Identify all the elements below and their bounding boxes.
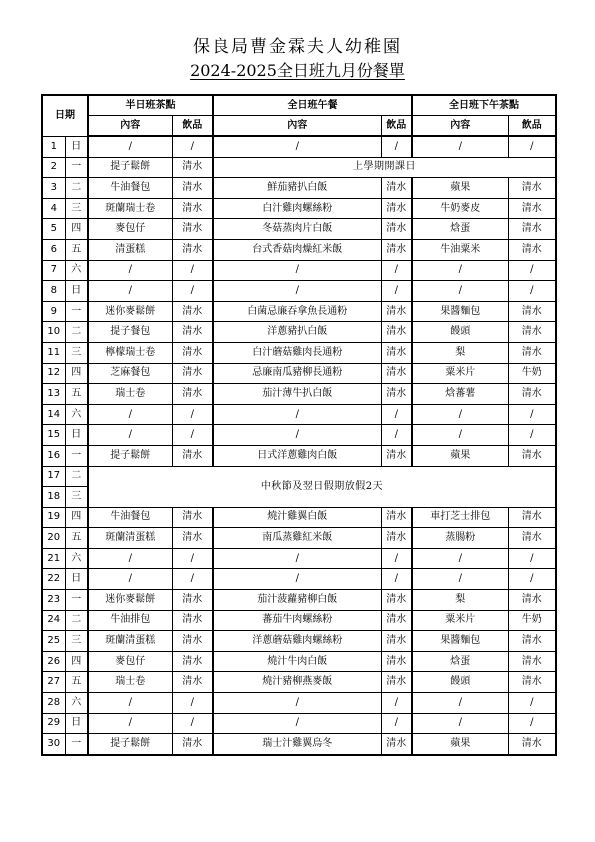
day-number: 20 bbox=[42, 528, 65, 549]
half-day-snack: 牛油餐包 bbox=[88, 178, 172, 199]
half-day-snack: / bbox=[88, 713, 172, 734]
weekday: 六 bbox=[65, 404, 88, 425]
lunch-item: / bbox=[213, 404, 381, 425]
table-row bbox=[42, 693, 556, 714]
header-date: 日期 bbox=[42, 95, 88, 136]
half-day-snack: / bbox=[88, 281, 172, 302]
lunch-item: 白汁雞肉螺絲粉 bbox=[213, 198, 381, 219]
lunch-drink: 清水 bbox=[381, 610, 412, 631]
half-day-snack: 瑞士卷 bbox=[88, 384, 172, 405]
half-day-snack: / bbox=[88, 425, 172, 446]
lunch-item: 蕃茄牛肉螺絲粉 bbox=[213, 610, 381, 631]
half-day-drink: 清水 bbox=[172, 301, 213, 322]
menu-table bbox=[41, 94, 557, 756]
lunch-item: 燒汁牛肉白飯 bbox=[213, 651, 381, 672]
weekday: 六 bbox=[65, 548, 88, 569]
half-day-snack: 斑蘭瑞士卷 bbox=[88, 198, 172, 219]
table-row bbox=[42, 507, 556, 528]
afternoon-snack: / bbox=[412, 693, 508, 714]
half-day-drink: 清水 bbox=[172, 342, 213, 363]
day-number: 16 bbox=[42, 445, 65, 466]
weekday: 日 bbox=[65, 281, 88, 302]
afternoon-drink: 清水 bbox=[508, 384, 556, 405]
afternoon-drink: 清水 bbox=[508, 528, 556, 549]
lunch-drink: 清水 bbox=[381, 384, 412, 405]
half-day-snack: 芝麻餐包 bbox=[88, 363, 172, 384]
weekday: 日 bbox=[65, 136, 88, 157]
lunch-drink: 清水 bbox=[381, 239, 412, 260]
weekday: 六 bbox=[65, 260, 88, 281]
table-row bbox=[42, 404, 556, 425]
lunch-drink: / bbox=[381, 548, 412, 569]
weekday: 二 bbox=[65, 322, 88, 343]
afternoon-drink: / bbox=[508, 693, 556, 714]
afternoon-snack: / bbox=[412, 548, 508, 569]
lunch-drink: 清水 bbox=[381, 445, 412, 466]
afternoon-snack: / bbox=[412, 425, 508, 446]
lunch-drink: / bbox=[381, 693, 412, 714]
afternoon-drink: 清水 bbox=[508, 239, 556, 260]
table-row bbox=[42, 713, 556, 734]
table-row bbox=[42, 651, 556, 672]
header-row-sub bbox=[42, 116, 556, 137]
weekday: 四 bbox=[65, 651, 88, 672]
lunch-item: / bbox=[213, 693, 381, 714]
day-number: 7 bbox=[42, 260, 65, 281]
half-day-snack: 檸檬瑞士卷 bbox=[88, 342, 172, 363]
lunch-drink: 清水 bbox=[381, 322, 412, 343]
weekday: 六 bbox=[65, 693, 88, 714]
day-number: 8 bbox=[42, 281, 65, 302]
lunch-drink: 清水 bbox=[381, 342, 412, 363]
lunch-drink: 清水 bbox=[381, 301, 412, 322]
lunch-item: / bbox=[213, 548, 381, 569]
half-day-snack: 斑蘭清蛋糕 bbox=[88, 528, 172, 549]
weekday: 日 bbox=[65, 569, 88, 590]
half-day-snack: 麥包仔 bbox=[88, 219, 172, 240]
day-number: 11 bbox=[42, 342, 65, 363]
half-day-snack: / bbox=[88, 693, 172, 714]
afternoon-drink: / bbox=[508, 713, 556, 734]
table-row bbox=[42, 136, 556, 157]
half-day-snack: 提子鬆餅 bbox=[88, 157, 172, 178]
afternoon-snack: / bbox=[412, 136, 508, 157]
half-day-drink: / bbox=[172, 713, 213, 734]
lunch-drink: 清水 bbox=[381, 651, 412, 672]
day-number: 24 bbox=[42, 610, 65, 631]
header-full-day-lunch: 全日班午餐 bbox=[213, 95, 412, 116]
half-day-drink: / bbox=[172, 693, 213, 714]
half-day-snack: 清蛋糕 bbox=[88, 239, 172, 260]
afternoon-snack: 果醬麵包 bbox=[412, 631, 508, 652]
header-content-2: 內容 bbox=[213, 116, 381, 137]
afternoon-snack: 梨 bbox=[412, 590, 508, 611]
weekday: 一 bbox=[65, 734, 88, 755]
weekday: 一 bbox=[65, 590, 88, 611]
day-number: 15 bbox=[42, 425, 65, 446]
table-row bbox=[42, 466, 556, 487]
lunch-item: / bbox=[213, 281, 381, 302]
holiday-notice: 中秋節及翌日假期放假2天 bbox=[88, 466, 556, 507]
half-day-drink: 清水 bbox=[172, 590, 213, 611]
weekday: 四 bbox=[65, 363, 88, 384]
afternoon-snack: 饅頭 bbox=[412, 672, 508, 693]
table-row bbox=[42, 590, 556, 611]
day-number: 30 bbox=[42, 734, 65, 755]
header-drink-2: 飲品 bbox=[381, 116, 412, 137]
half-day-drink: 清水 bbox=[172, 445, 213, 466]
afternoon-snack: / bbox=[412, 569, 508, 590]
table-row bbox=[42, 631, 556, 652]
table-row bbox=[42, 528, 556, 549]
weekday: 二 bbox=[65, 178, 88, 199]
day-number: 22 bbox=[42, 569, 65, 590]
afternoon-drink: / bbox=[508, 281, 556, 302]
header-content-3: 內容 bbox=[412, 116, 508, 137]
half-day-drink: / bbox=[172, 404, 213, 425]
lunch-item: 南瓜蒸雞紅米飯 bbox=[213, 528, 381, 549]
half-day-snack: 麥包仔 bbox=[88, 651, 172, 672]
afternoon-snack: 粟米片 bbox=[412, 610, 508, 631]
weekday: 四 bbox=[65, 219, 88, 240]
half-day-snack: / bbox=[88, 548, 172, 569]
day-number: 9 bbox=[42, 301, 65, 322]
menu-title bbox=[0, 58, 595, 81]
header-drink-3: 飲品 bbox=[508, 116, 556, 137]
half-day-snack: / bbox=[88, 404, 172, 425]
lunch-item: 忌廉南瓜豬柳長通粉 bbox=[213, 363, 381, 384]
afternoon-drink: 清水 bbox=[508, 178, 556, 199]
lunch-drink: / bbox=[381, 281, 412, 302]
day-number: 17 bbox=[42, 466, 65, 487]
half-day-drink: 清水 bbox=[172, 178, 213, 199]
lunch-item: 白汁蘑菇雞肉長通粉 bbox=[213, 342, 381, 363]
lunch-item: 冬菇蒸肉片白飯 bbox=[213, 219, 381, 240]
afternoon-drink: 牛奶 bbox=[508, 363, 556, 384]
day-number: 3 bbox=[42, 178, 65, 199]
half-day-snack: 迷你麥鬆餅 bbox=[88, 301, 172, 322]
table-row bbox=[42, 322, 556, 343]
lunch-item: / bbox=[213, 136, 381, 157]
weekday: 三 bbox=[65, 342, 88, 363]
lunch-drink: 清水 bbox=[381, 631, 412, 652]
afternoon-drink: / bbox=[508, 260, 556, 281]
table-row bbox=[42, 610, 556, 631]
lunch-drink: 清水 bbox=[381, 178, 412, 199]
weekday: 一 bbox=[65, 445, 88, 466]
lunch-drink: / bbox=[381, 260, 412, 281]
lunch-drink: 清水 bbox=[381, 590, 412, 611]
afternoon-drink: / bbox=[508, 404, 556, 425]
day-number: 29 bbox=[42, 713, 65, 734]
day-number: 18 bbox=[42, 487, 65, 508]
half-day-drink: / bbox=[172, 260, 213, 281]
half-day-snack: 提子鬆餅 bbox=[88, 445, 172, 466]
weekday: 五 bbox=[65, 239, 88, 260]
weekday: 五 bbox=[65, 672, 88, 693]
afternoon-drink: 清水 bbox=[508, 651, 556, 672]
half-day-snack: 提子鬆餅 bbox=[88, 734, 172, 755]
afternoon-snack: / bbox=[412, 281, 508, 302]
lunch-drink: / bbox=[381, 425, 412, 446]
half-day-drink: 清水 bbox=[172, 528, 213, 549]
lunch-item: 瑞士汁雞翼烏冬 bbox=[213, 734, 381, 755]
day-number: 4 bbox=[42, 198, 65, 219]
lunch-drink: / bbox=[381, 569, 412, 590]
table-row bbox=[42, 281, 556, 302]
table-row bbox=[42, 734, 556, 755]
day-number: 21 bbox=[42, 548, 65, 569]
table-row bbox=[42, 569, 556, 590]
lunch-drink: 清水 bbox=[381, 528, 412, 549]
lunch-drink: / bbox=[381, 136, 412, 157]
full-day-notice: 上學期開課日 bbox=[213, 157, 556, 178]
day-number: 12 bbox=[42, 363, 65, 384]
afternoon-snack: 車打芝士排包 bbox=[412, 507, 508, 528]
lunch-drink: 清水 bbox=[381, 363, 412, 384]
afternoon-drink: / bbox=[508, 548, 556, 569]
afternoon-drink: 清水 bbox=[508, 631, 556, 652]
lunch-item: 燒汁雞翼白飯 bbox=[213, 507, 381, 528]
lunch-item: 燒汁豬柳燕麥飯 bbox=[213, 672, 381, 693]
half-day-snack: 牛油餐包 bbox=[88, 507, 172, 528]
afternoon-snack: 果醬麵包 bbox=[412, 301, 508, 322]
lunch-drink: 清水 bbox=[381, 507, 412, 528]
half-day-drink: 清水 bbox=[172, 219, 213, 240]
half-day-drink: / bbox=[172, 548, 213, 569]
half-day-drink: 清水 bbox=[172, 507, 213, 528]
afternoon-snack: 蒸腸粉 bbox=[412, 528, 508, 549]
table-row bbox=[42, 301, 556, 322]
afternoon-snack: 蘋果 bbox=[412, 734, 508, 755]
table-row bbox=[42, 445, 556, 466]
afternoon-drink: 清水 bbox=[508, 590, 556, 611]
day-number: 5 bbox=[42, 219, 65, 240]
table-row bbox=[42, 157, 556, 178]
afternoon-snack: 蘋果 bbox=[412, 178, 508, 199]
weekday: 三 bbox=[65, 631, 88, 652]
table-row bbox=[42, 425, 556, 446]
weekday: 五 bbox=[65, 384, 88, 405]
half-day-drink: / bbox=[172, 425, 213, 446]
day-number: 1 bbox=[42, 136, 65, 157]
weekday: 五 bbox=[65, 528, 88, 549]
afternoon-drink: 清水 bbox=[508, 301, 556, 322]
lunch-drink: 清水 bbox=[381, 672, 412, 693]
weekday: 日 bbox=[65, 713, 88, 734]
afternoon-drink: 牛奶 bbox=[508, 610, 556, 631]
half-day-snack: 迷你麥鬆餅 bbox=[88, 590, 172, 611]
half-day-drink: 清水 bbox=[172, 239, 213, 260]
lunch-item: / bbox=[213, 713, 381, 734]
afternoon-snack: 蘋果 bbox=[412, 445, 508, 466]
menu-table-body bbox=[42, 95, 556, 755]
half-day-drink: 清水 bbox=[172, 651, 213, 672]
table-row bbox=[42, 384, 556, 405]
afternoon-drink: 清水 bbox=[508, 198, 556, 219]
lunch-item: 日式洋蔥雞肉白飯 bbox=[213, 445, 381, 466]
afternoon-snack: 焓蛋 bbox=[412, 219, 508, 240]
afternoon-snack: 牛油粟米 bbox=[412, 239, 508, 260]
afternoon-snack: / bbox=[412, 713, 508, 734]
lunch-drink: / bbox=[381, 404, 412, 425]
lunch-item: / bbox=[213, 260, 381, 281]
half-day-drink: / bbox=[172, 281, 213, 302]
half-day-drink: 清水 bbox=[172, 157, 213, 178]
afternoon-drink: 清水 bbox=[508, 445, 556, 466]
afternoon-drink: / bbox=[508, 136, 556, 157]
header-half-day-snack: 半日班茶點 bbox=[88, 95, 213, 116]
half-day-drink: 清水 bbox=[172, 610, 213, 631]
half-day-drink: 清水 bbox=[172, 631, 213, 652]
half-day-snack: / bbox=[88, 136, 172, 157]
table-row bbox=[42, 198, 556, 219]
weekday: 三 bbox=[65, 487, 88, 508]
day-number: 14 bbox=[42, 404, 65, 425]
afternoon-snack: 牛奶麥皮 bbox=[412, 198, 508, 219]
lunch-item: / bbox=[213, 425, 381, 446]
day-number: 23 bbox=[42, 590, 65, 611]
table-row bbox=[42, 342, 556, 363]
table-row bbox=[42, 219, 556, 240]
day-number: 13 bbox=[42, 384, 65, 405]
half-day-snack: 提子餐包 bbox=[88, 322, 172, 343]
afternoon-drink: 清水 bbox=[508, 219, 556, 240]
lunch-item: 洋蔥蘑菇雞肉螺絲粉 bbox=[213, 631, 381, 652]
day-number: 26 bbox=[42, 651, 65, 672]
half-day-drink: 清水 bbox=[172, 734, 213, 755]
header-drink-1: 飲品 bbox=[172, 116, 213, 137]
afternoon-snack: 粟米片 bbox=[412, 363, 508, 384]
afternoon-drink: 清水 bbox=[508, 507, 556, 528]
table-row bbox=[42, 672, 556, 693]
weekday: 三 bbox=[65, 198, 88, 219]
weekday: 二 bbox=[65, 610, 88, 631]
weekday: 一 bbox=[65, 157, 88, 178]
lunch-drink: 清水 bbox=[381, 198, 412, 219]
lunch-item: 茄汁菠蘿豬柳白飯 bbox=[213, 590, 381, 611]
half-day-snack: 瑞士卷 bbox=[88, 672, 172, 693]
table-row bbox=[42, 178, 556, 199]
weekday: 日 bbox=[65, 425, 88, 446]
afternoon-drink: 清水 bbox=[508, 342, 556, 363]
lunch-item: 台式香菇肉燥紅米飯 bbox=[213, 239, 381, 260]
table-row bbox=[42, 548, 556, 569]
half-day-drink: / bbox=[172, 136, 213, 157]
afternoon-drink: / bbox=[508, 569, 556, 590]
menu-title-text: 2024-2025全日班九月份餐單 bbox=[190, 61, 405, 80]
afternoon-snack: / bbox=[412, 404, 508, 425]
table-row bbox=[42, 260, 556, 281]
lunch-drink: 清水 bbox=[381, 734, 412, 755]
day-number: 28 bbox=[42, 693, 65, 714]
table-row bbox=[42, 239, 556, 260]
day-number: 2 bbox=[42, 157, 65, 178]
weekday: 一 bbox=[65, 301, 88, 322]
lunch-item: 茄汁薄牛扒白飯 bbox=[213, 384, 381, 405]
afternoon-drink: 清水 bbox=[508, 734, 556, 755]
header-content-1: 內容 bbox=[88, 116, 172, 137]
weekday: 二 bbox=[65, 466, 88, 487]
day-number: 19 bbox=[42, 507, 65, 528]
half-day-snack: / bbox=[88, 569, 172, 590]
half-day-snack: 牛油排包 bbox=[88, 610, 172, 631]
afternoon-drink: / bbox=[508, 425, 556, 446]
afternoon-snack: 焓蛋 bbox=[412, 651, 508, 672]
day-number: 6 bbox=[42, 239, 65, 260]
half-day-drink: 清水 bbox=[172, 322, 213, 343]
day-number: 25 bbox=[42, 631, 65, 652]
half-day-snack: / bbox=[88, 260, 172, 281]
header-row-groups bbox=[42, 95, 556, 116]
afternoon-snack: 焓蕃薯 bbox=[412, 384, 508, 405]
afternoon-snack: / bbox=[412, 260, 508, 281]
weekday: 四 bbox=[65, 507, 88, 528]
day-number: 27 bbox=[42, 672, 65, 693]
lunch-item: 白菌忌廉吞拿魚長通粉 bbox=[213, 301, 381, 322]
school-name: 保良局曹金霖夫人幼稚園 bbox=[193, 37, 402, 57]
afternoon-drink: 清水 bbox=[508, 322, 556, 343]
afternoon-snack: 饅頭 bbox=[412, 322, 508, 343]
lunch-item: 鮮茄豬扒白飯 bbox=[213, 178, 381, 199]
afternoon-snack: 梨 bbox=[412, 342, 508, 363]
header-afternoon-snack: 全日班下午茶點 bbox=[412, 95, 556, 116]
half-day-drink: 清水 bbox=[172, 363, 213, 384]
lunch-drink: 清水 bbox=[381, 219, 412, 240]
half-day-drink: 清水 bbox=[172, 672, 213, 693]
lunch-drink: / bbox=[381, 713, 412, 734]
day-number: 10 bbox=[42, 322, 65, 343]
half-day-drink: / bbox=[172, 569, 213, 590]
afternoon-drink: 清水 bbox=[508, 672, 556, 693]
table-row bbox=[42, 363, 556, 384]
half-day-drink: 清水 bbox=[172, 384, 213, 405]
half-day-drink: 清水 bbox=[172, 198, 213, 219]
lunch-item: / bbox=[213, 569, 381, 590]
half-day-snack: 斑蘭清蛋糕 bbox=[88, 631, 172, 652]
lunch-item: 洋蔥豬扒白飯 bbox=[213, 322, 381, 343]
